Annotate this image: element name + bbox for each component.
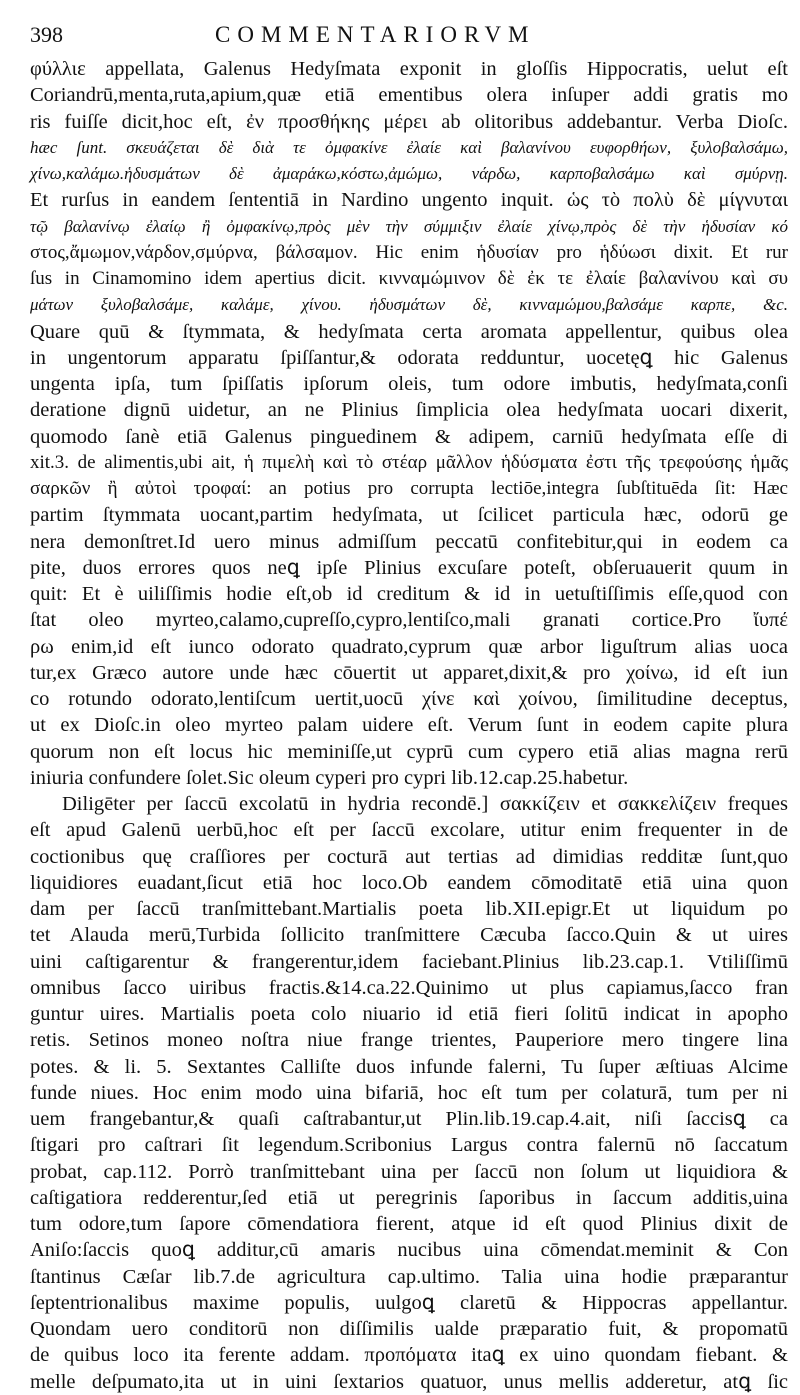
- text-line: eſt apud Galenū uerbū,hoc eſt per ſaccū excolare, utitur enim frequenter in de: [30, 819, 788, 842]
- text-line: σαρκῶν ἢ αὐτοὶ τροφαί: an potius pro corrupta lectiōe,integra ſubſtituēda ſit: Hæc: [30, 478, 788, 499]
- text-line: caſtigatiora redderentur,ſed etiā ut peregrinis ſaporibus in ſaccum additis,uina: [30, 1186, 788, 1209]
- text-line: hæc ſunt. σκευάζεται δὲ διὰ τε ὀμφακίνε ἐλαίε καὶ βαλανίνου ευφορθήων, ξυλοβαλσάμω,: [30, 137, 788, 157]
- text-line: tet Alauda merū,Turbida ſollicito tranſmittere Cæcuba ſacco.Quin & ut uires: [30, 924, 788, 947]
- text-line: in ungentorum apparatu ſpiſſantur,& odorata redduntur, uocetęꝗ hic Galenus: [30, 346, 788, 369]
- text-line: guntur uires. Martialis poeta colo niuario id etiā fieri ſolitū indicat in apopho: [30, 1003, 788, 1025]
- text-line: φύλλιε appellata, Galenus Hedyſmata exponit in gloſſis Hippocratis, uelut eſt: [30, 58, 788, 80]
- text-line: co rotundo odorato,lentiſcum uertit,uocū χίνε καὶ χοίνου, ſimilitudine deceptus,: [30, 688, 788, 710]
- text-line: de quibus loco ita ferente addam. προπόματα itaꝗ ex uino quondam fiebant. &: [30, 1344, 788, 1367]
- running-head: [0, 18, 800, 52]
- text-line: ρω enim,id eſt iunco odorato quadrato,cyprum quæ arbor liguſtrum alias uoca: [30, 635, 788, 658]
- text-line: ſtigari pro caſtrari ſit legendum.Scribonius Largus contra falernū nō ſaccatum: [30, 1134, 788, 1157]
- text-line: Diligēter per ſaccū excolatū in hydria recondē.] σακκίζειν et σακκελίζειν freques: [62, 793, 788, 815]
- text-line: retis. Setinos moneo noſtra niue frange trientes, Pauperiore mero tingere lina: [30, 1029, 788, 1052]
- text-line: probat, cap.112. Porrò tranſmittebant uina per ſaccū non ſolum ut liquidiora &: [30, 1160, 788, 1183]
- text-line: nera demonſtret.Id uero minus admiſſum peccatū confitebitur,qui in eodem ca: [30, 530, 788, 553]
- text-line: ſtantinus Cæſar lib.7.de agricultura cap.ultimo. Talia uina hodie præparantur: [30, 1265, 788, 1288]
- text-line: iniuria confundere ſolet.Sic oleum cyperi pro cypri lib.12.cap.25.habetur.: [30, 766, 629, 789]
- text-line: Quare quū & ſtymmata, & hedyſmata certa aromata appellentur, quibus olea: [30, 320, 788, 343]
- text-line: στος,ἄμωμον,νάρδον,σμύρνα, βάλσαμον. Hic enim ἡδυσίαν pro ἡδύωσι dixit. Et rur: [30, 241, 788, 263]
- text-line: funde niues. Hoc enim modo uina bifariā, hoc eſt tum per colaturā, tum per ni: [30, 1081, 788, 1104]
- text-line: Et rurſus in eandem ſententiā in Nardino ungento inquit. ὡς τὸ πολὺ δὲ μίγνυται: [30, 189, 788, 212]
- text-line: Coriandrū,menta,ruta,apium,quæ etiā ementibus olera inſuper addi gratis mo: [30, 84, 788, 107]
- text-line: quomodo ſanè etiā Galenus pinguedinem & adipem, carniū hedyſmata eſſe di: [30, 425, 788, 448]
- text-line: ſeptentrionalibus maxime populis, uulgoꝗ claretū & Hippocras appellantur.: [30, 1291, 788, 1314]
- text-line: ungenta ipſa, tum ſpiſſatis ipſorum oleis, tum odore imbutis, hedyſmata,conſi: [30, 373, 788, 395]
- text-line: liquidiores euadant,ſicut etiā hoc loco.Ob eandem cōmoditatē etiā uina quon: [30, 871, 788, 894]
- text-line: dam per ſaccū tranſmittebant.Martialis poeta lib.XII.epigr.Et ut liquidum po: [30, 898, 788, 920]
- text-line: quit: Et è uiliſſimis hodie eſt,ob id creditum & id in uetuſtiſſimis eſſe,quod con: [30, 583, 788, 605]
- text-line: uem frangebantur,& quaſi caſtrabantur,ut Plin.lib.19.cap.4.ait, niſi ſaccisꝗ ca: [30, 1108, 788, 1130]
- text-line: Quondam uero conditorū non diſſimilis ualde præparatio fuit, & propomatū: [30, 1318, 788, 1340]
- running-title: COMMENTARIORVM: [215, 22, 536, 47]
- text-line: deratione dignū uidetur, an ne Plinius ſimplicia olea hedyſmata uocari dixerit,: [30, 399, 788, 422]
- text-line: partim ſtymmata uocant,partim hedyſmata, ut ſcilicet particula hæc, odorū ge: [30, 504, 788, 527]
- text-line: ris fuiſſe dicit,hoc eſt, ἐν προσθήκης μέρει ab olitoribus addebantur. Verba Dioſc.: [30, 110, 788, 133]
- text-line: ſus in Cinamomino idem apertius dicit. κινναμώμινον δὲ ἐκ τε ἐλαίε βαλανίνου καὶ συ: [30, 268, 788, 289]
- page-number: 398: [30, 22, 63, 47]
- text-line: uini caſtigarentur & frangerentur,idem faciebant.Plinius lib.23.cap.1. Vtiliſſimū: [30, 950, 788, 973]
- text-line: tum odore,tum ſapore cōmendatiora fierent, atque id eſt quod Plinius dixit de: [30, 1213, 788, 1235]
- text-line: quorum non eſt locus hic meminiſſe,ut cyprū cum cypero etiā alias magna rerū: [30, 740, 788, 763]
- text-line: tur,ex Græco autore unde hæc cōuertit ut apparet,dixit,& pro χοίνω, id eſt iun: [30, 661, 788, 684]
- text-line: pite, duos errores quos neꝗ ipſe Plinius excuſare poteſt, obſeruauerit quum in: [30, 556, 788, 579]
- text-line: Aniſo:ſaccis quoꝗ additur,cū amaris nucibus uina cōmendat.meminit & Con: [30, 1239, 788, 1262]
- body-text: [30, 56, 788, 1395]
- text-line: omnibus ſacco uiribus fractis.&14.ca.22.Quinimo ut plus capiamus,ſacco fran: [30, 976, 788, 999]
- text-line: coctionibus quę craſſiores per cocturā aut tertias ad dimidias redditæ ſunt,quo: [30, 845, 788, 868]
- text-line: ut ex Dioſc.in oleo myrteo palam uidere eſt. Verum ſunt in eodem capite plura: [30, 714, 788, 737]
- text-line: χίνω,καλάμω.ἡδυσμάτων δὲ ἀμαράκω,κόστω,ἀμώμω, νάρδω, καρποβαλσάμω καὶ σμύρνῃ.: [30, 164, 788, 183]
- text-line: potes. & li. 5. Sextantes Calliſte duos infunde falerni, Tu ſuper æſtiuas Alcime: [30, 1055, 788, 1078]
- text-line: μάτων ξυλοβαλσάμε, καλάμε, χίνου. ἡδυσμάτων δὲ, κινναμώμου,βαλσάμε καρπε, &c.: [30, 295, 788, 315]
- text-line: ſtat oleo myrteo,calamo,cupreſſo,cypro,lentiſco,mali granati cortice.Pro ἴυπέ: [30, 609, 788, 632]
- text-line: melle deſpumato,ita ut in uini ſextarios quatuor, unus mellis adderetur, atꝗ ſic: [30, 1370, 788, 1393]
- text-line: τῷ βαλανίνῳ ἐλαίῳ ἢ ὀμφακίνῳ,πρὸς μὲν τὴν σύμμιξιν ἐλαίε χίνῳ,πρὸς δὲ τὴν ἡδυσίαν κό: [30, 216, 788, 236]
- text-line: xit.3. de alimentis,ubi ait, ἡ πιμελὴ καὶ τὸ στέαρ μᾶλλον ἡδύσματα ἐστι τῆς τρεφούσης ἡμᾶς: [30, 451, 788, 473]
